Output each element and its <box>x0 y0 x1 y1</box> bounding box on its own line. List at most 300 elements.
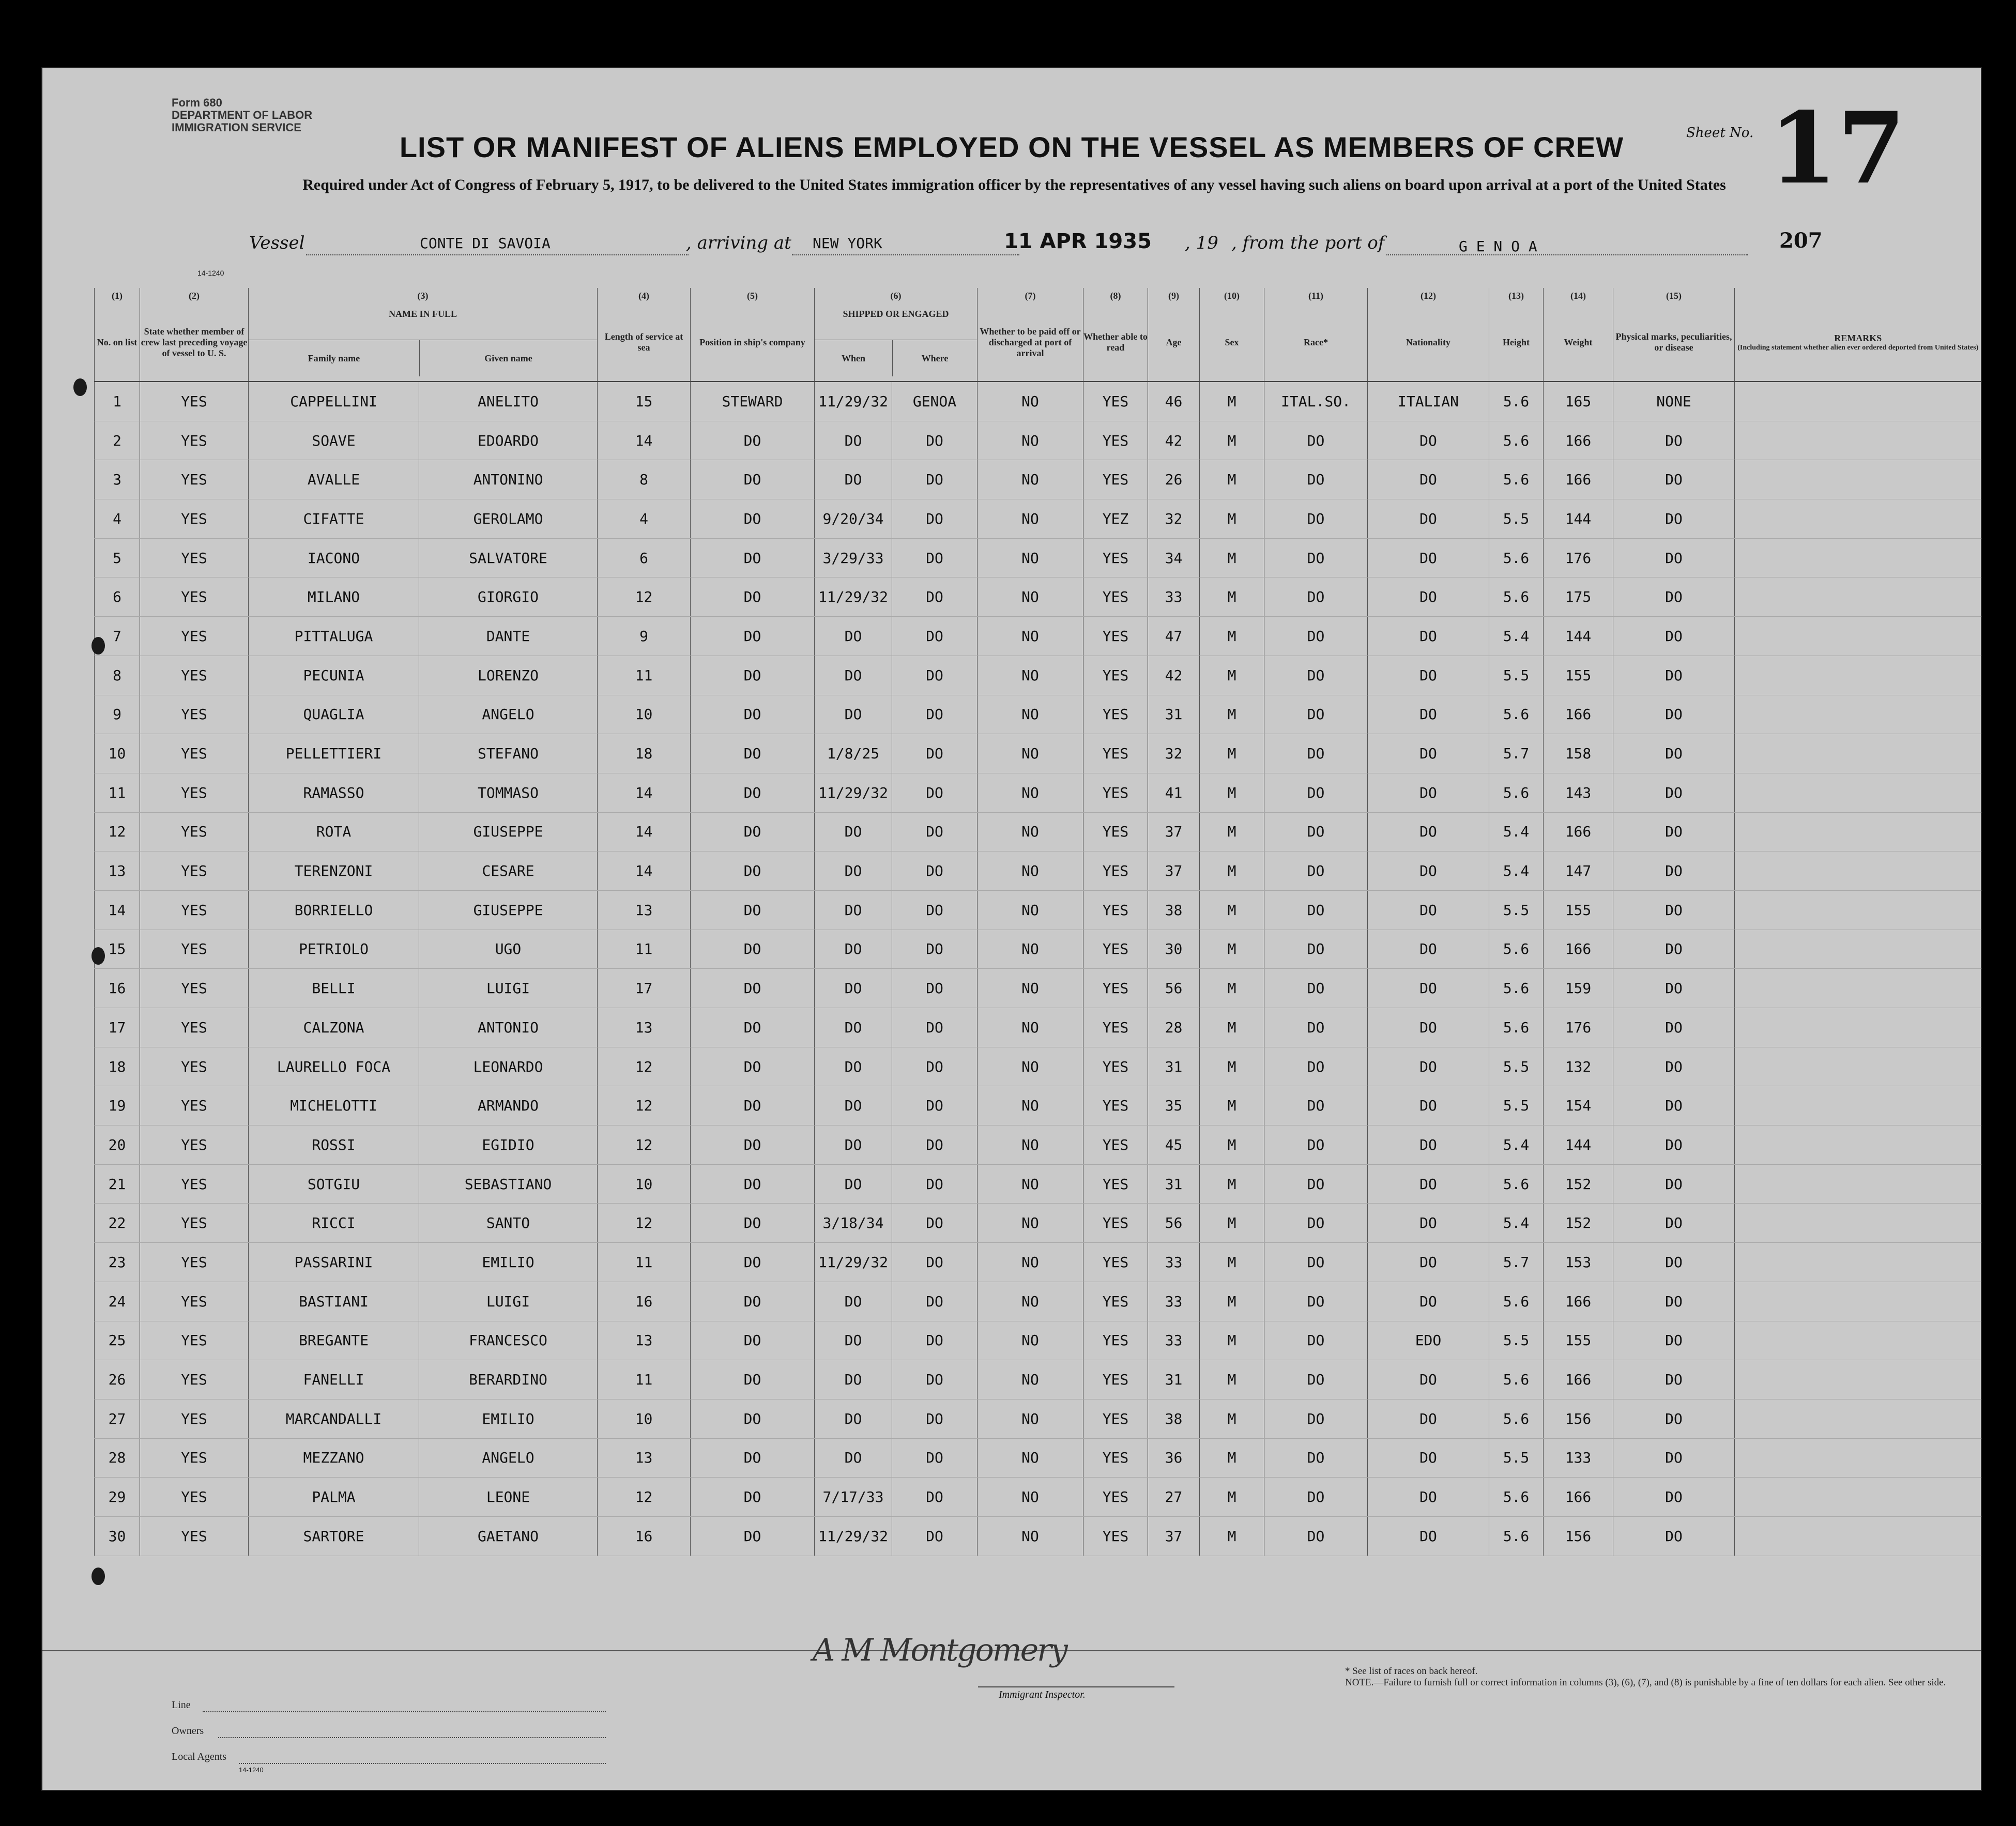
shipped-where-cell: DO <box>892 1399 978 1438</box>
service-length-cell: 13 <box>598 890 691 930</box>
family-name-cell: CALZONA <box>249 1008 419 1047</box>
age-cell: 26 <box>1148 460 1200 499</box>
physical-marks-cell: DO <box>1613 969 1735 1008</box>
local-agents-label: Local Agents <box>172 1751 227 1762</box>
remarks-cell <box>1735 1438 1981 1478</box>
row-number: 27 <box>95 1399 140 1438</box>
height-cell: 5.6 <box>1489 773 1544 812</box>
race-cell: DO <box>1264 1047 1368 1086</box>
position-cell: DO <box>691 1204 815 1243</box>
shipped-when-cell: DO <box>815 851 892 891</box>
sex-cell: M <box>1200 734 1264 773</box>
crew-manifest-table <box>94 288 1981 1556</box>
given-name-cell: GIUSEPPE <box>419 812 598 851</box>
service-length-cell: 13 <box>598 1438 691 1478</box>
service-length-cell: 12 <box>598 1204 691 1243</box>
table-row <box>95 1438 1981 1478</box>
row-number: 4 <box>95 499 140 539</box>
paid-off-cell: NO <box>978 1478 1083 1517</box>
prev-voyage-cell: YES <box>140 1321 249 1360</box>
age-cell: 37 <box>1148 1516 1200 1556</box>
prev-voyage-cell: YES <box>140 656 249 695</box>
weight-cell: 155 <box>1544 890 1613 930</box>
header-state-whether: State whether member of crew last preceding voyage of vessel to U. S. <box>140 303 249 382</box>
physical-marks-cell: DO <box>1613 499 1735 539</box>
shipped-where-cell: DO <box>892 1125 978 1165</box>
shipped-where-cell: DO <box>892 1360 978 1399</box>
col-num-12: (12) <box>1368 288 1489 303</box>
weight-cell: 155 <box>1544 656 1613 695</box>
able-to-read-cell: YES <box>1083 1047 1148 1086</box>
service-length-cell: 12 <box>598 1478 691 1517</box>
remarks-cell <box>1735 1399 1981 1438</box>
remarks-cell <box>1735 617 1981 656</box>
family-name-cell: AVALLE <box>249 460 419 499</box>
nationality-cell: DO <box>1368 1478 1489 1517</box>
family-name-cell: SOTGIU <box>249 1164 419 1204</box>
family-name-cell: BREGANTE <box>249 1321 419 1360</box>
sex-cell: M <box>1200 1164 1264 1204</box>
table-row <box>95 656 1981 695</box>
prev-voyage-cell: YES <box>140 1047 249 1086</box>
table-row <box>95 538 1981 577</box>
prev-voyage-cell: YES <box>140 1282 249 1321</box>
year-label: , 19 <box>1185 233 1218 253</box>
table-row <box>95 617 1981 656</box>
header-race: Race* <box>1264 303 1368 382</box>
nationality-cell: DO <box>1368 1008 1489 1047</box>
paid-off-cell: NO <box>978 695 1083 734</box>
row-number: 11 <box>95 773 140 812</box>
able-to-read-cell: YES <box>1083 969 1148 1008</box>
given-name-cell: GAETANO <box>419 1516 598 1556</box>
paid-off-cell: NO <box>978 1125 1083 1165</box>
col-num-5: (5) <box>691 288 815 303</box>
age-cell: 33 <box>1148 1321 1200 1360</box>
nationality-cell: DO <box>1368 695 1489 734</box>
height-cell: 5.4 <box>1489 1125 1544 1165</box>
given-name-cell: GIUSEPPE <box>419 890 598 930</box>
position-cell: DO <box>691 577 815 617</box>
family-name-cell: BORRIELLO <box>249 890 419 930</box>
sex-cell: M <box>1200 1008 1264 1047</box>
col-num-15: (15) <box>1613 288 1735 303</box>
service-length-cell: 14 <box>598 773 691 812</box>
paid-off-cell: NO <box>978 1164 1083 1204</box>
prev-voyage-cell: YES <box>140 1360 249 1399</box>
nationality-cell: DO <box>1368 930 1489 969</box>
nationality-cell: DO <box>1368 617 1489 656</box>
table-row <box>95 577 1981 617</box>
paid-off-cell: NO <box>978 890 1083 930</box>
service-length-cell: 11 <box>598 930 691 969</box>
shipped-where-cell: DO <box>892 812 978 851</box>
weight-cell: 152 <box>1544 1164 1613 1204</box>
file-number: 207 <box>1779 229 1823 253</box>
sex-cell: M <box>1200 1047 1264 1086</box>
shipped-when-cell: DO <box>815 1360 892 1399</box>
age-cell: 56 <box>1148 1204 1200 1243</box>
remarks-cell <box>1735 421 1981 460</box>
sex-cell: M <box>1200 1360 1264 1399</box>
remarks-cell <box>1735 656 1981 695</box>
row-number: 13 <box>95 851 140 891</box>
service-length-cell: 11 <box>598 1360 691 1399</box>
table-row <box>95 1164 1981 1204</box>
paid-off-cell: NO <box>978 421 1083 460</box>
header-no-on-list: No. on list <box>95 303 140 382</box>
shipped-where-cell: DO <box>892 1047 978 1086</box>
shipped-when-cell: DO <box>815 617 892 656</box>
height-cell: 5.6 <box>1489 1164 1544 1204</box>
position-cell: DO <box>691 695 815 734</box>
weight-cell: 132 <box>1544 1047 1613 1086</box>
given-name-cell: SALVATORE <box>419 538 598 577</box>
physical-marks-cell: DO <box>1613 1047 1735 1086</box>
remarks-cell <box>1735 577 1981 617</box>
prev-voyage-cell: YES <box>140 969 249 1008</box>
col-num-2: (2) <box>140 288 249 303</box>
given-name-cell: EDOARDO <box>419 421 598 460</box>
shipped-when-cell: 3/18/34 <box>815 1204 892 1243</box>
position-cell: DO <box>691 1243 815 1282</box>
given-name-cell: LORENZO <box>419 656 598 695</box>
header-length-of-service: Length of service at sea <box>598 303 691 382</box>
sex-cell: M <box>1200 538 1264 577</box>
age-cell: 33 <box>1148 1243 1200 1282</box>
prev-voyage-cell: YES <box>140 1516 249 1556</box>
family-name-cell: ROTA <box>249 812 419 851</box>
table-row <box>95 1125 1981 1165</box>
table-row <box>95 695 1981 734</box>
weight-cell: 133 <box>1544 1438 1613 1478</box>
row-number: 7 <box>95 617 140 656</box>
service-length-cell: 11 <box>598 1243 691 1282</box>
nationality-cell: DO <box>1368 460 1489 499</box>
race-cell: DO <box>1264 890 1368 930</box>
weight-cell: 143 <box>1544 773 1613 812</box>
table-row <box>95 734 1981 773</box>
age-cell: 33 <box>1148 1282 1200 1321</box>
col-num-9: (9) <box>1148 288 1200 303</box>
nationality-cell: DO <box>1368 1243 1489 1282</box>
table-row <box>95 1360 1981 1399</box>
shipped-when-cell: DO <box>815 1282 892 1321</box>
family-name-cell: LAURELLO FOCA <box>249 1047 419 1086</box>
nationality-cell: DO <box>1368 1204 1489 1243</box>
height-cell: 5.6 <box>1489 1516 1544 1556</box>
remarks-cell <box>1735 1321 1981 1360</box>
line-label: Line <box>172 1699 191 1711</box>
race-cell: ITAL.SO. <box>1264 382 1368 421</box>
given-name-cell: DANTE <box>419 617 598 656</box>
race-cell: DO <box>1264 1321 1368 1360</box>
row-number: 26 <box>95 1360 140 1399</box>
given-name-cell: ANTONIO <box>419 1008 598 1047</box>
shipped-when-cell: 11/29/32 <box>815 1243 892 1282</box>
shipped-where-cell: DO <box>892 538 978 577</box>
prev-voyage-cell: YES <box>140 538 249 577</box>
prev-voyage-cell: YES <box>140 695 249 734</box>
paid-off-cell: NO <box>978 1516 1083 1556</box>
remarks-cell <box>1735 812 1981 851</box>
sex-cell: M <box>1200 1204 1264 1243</box>
age-cell: 41 <box>1148 773 1200 812</box>
position-cell: DO <box>691 851 815 891</box>
sex-cell: M <box>1200 617 1264 656</box>
nationality-cell: ITALIAN <box>1368 382 1489 421</box>
paid-off-cell: NO <box>978 773 1083 812</box>
manifest-sheet <box>41 67 1982 1791</box>
given-name-cell: LEONE <box>419 1478 598 1517</box>
vessel-name: CONTE DI SAVOIA <box>420 235 551 252</box>
service-length-cell: 16 <box>598 1282 691 1321</box>
height-cell: 5.6 <box>1489 1478 1544 1517</box>
from-label: , from the port of <box>1231 233 1385 253</box>
able-to-read-cell: YES <box>1083 538 1148 577</box>
given-name-cell: LUIGI <box>419 1282 598 1321</box>
shipped-label: SHIPPED OR ENGAGED <box>843 309 949 319</box>
shipped-when-cell: DO <box>815 421 892 460</box>
weight-cell: 166 <box>1544 460 1613 499</box>
height-cell: 5.6 <box>1489 1399 1544 1438</box>
shipped-when-cell: DO <box>815 1399 892 1438</box>
name-in-full-label: NAME IN FULL <box>388 309 457 319</box>
position-cell: DO <box>691 1125 815 1165</box>
height-cell: 5.4 <box>1489 851 1544 891</box>
paid-off-cell: NO <box>978 499 1083 539</box>
sex-cell: M <box>1200 930 1264 969</box>
table-row <box>95 1086 1981 1125</box>
prev-voyage-cell: YES <box>140 1164 249 1204</box>
prev-voyage-cell: YES <box>140 1204 249 1243</box>
shipped-where-cell: DO <box>892 1243 978 1282</box>
height-cell: 5.6 <box>1489 969 1544 1008</box>
able-to-read-cell: YES <box>1083 1125 1148 1165</box>
paid-off-cell: NO <box>978 1282 1083 1321</box>
race-cell: DO <box>1264 656 1368 695</box>
weight-cell: 153 <box>1544 1243 1613 1282</box>
paid-off-cell: NO <box>978 930 1083 969</box>
remarks-cell <box>1735 969 1981 1008</box>
header-weight: Weight <box>1544 303 1613 382</box>
col-num-14: (14) <box>1544 288 1613 303</box>
paid-off-cell: NO <box>978 460 1083 499</box>
row-number: 17 <box>95 1008 140 1047</box>
family-name-cell: BASTIANI <box>249 1282 419 1321</box>
family-name-cell: MILANO <box>249 577 419 617</box>
header-given-name: Given name <box>484 353 532 363</box>
position-cell: DO <box>691 1399 815 1438</box>
shipped-where-cell: DO <box>892 890 978 930</box>
age-cell: 46 <box>1148 382 1200 421</box>
row-number: 18 <box>95 1047 140 1086</box>
shipped-where-cell: DO <box>892 1321 978 1360</box>
height-cell: 5.6 <box>1489 538 1544 577</box>
shipped-where-cell: DO <box>892 460 978 499</box>
height-cell: 5.4 <box>1489 812 1544 851</box>
family-name-cell: ROSSI <box>249 1125 419 1165</box>
family-name-cell: IACONO <box>249 538 419 577</box>
table-row <box>95 890 1981 930</box>
physical-marks-cell: DO <box>1613 930 1735 969</box>
given-name-cell: CESARE <box>419 851 598 891</box>
paid-off-cell: NO <box>978 734 1083 773</box>
given-name-cell: FRANCESCO <box>419 1321 598 1360</box>
arriving-port: NEW YORK <box>813 235 882 252</box>
able-to-read-cell: YES <box>1083 812 1148 851</box>
physical-marks-cell: DO <box>1613 1125 1735 1165</box>
height-cell: 5.6 <box>1489 460 1544 499</box>
sex-cell: M <box>1200 890 1264 930</box>
physical-marks-cell: DO <box>1613 695 1735 734</box>
nationality-cell: DO <box>1368 1164 1489 1204</box>
physical-marks-cell: DO <box>1613 812 1735 851</box>
paid-off-cell: NO <box>978 1086 1083 1125</box>
shipped-where-cell: DO <box>892 695 978 734</box>
able-to-read-cell: YES <box>1083 421 1148 460</box>
prev-voyage-cell: YES <box>140 1438 249 1478</box>
shipped-when-cell: DO <box>815 1321 892 1360</box>
position-cell: DO <box>691 1008 815 1047</box>
given-name-cell: GIORGIO <box>419 577 598 617</box>
physical-marks-cell: DO <box>1613 890 1735 930</box>
binder-hole <box>73 378 87 396</box>
physical-marks-cell: DO <box>1613 1164 1735 1204</box>
position-cell: DO <box>691 1086 815 1125</box>
height-cell: 5.5 <box>1489 1438 1544 1478</box>
shipped-where-cell: DO <box>892 734 978 773</box>
table-row <box>95 773 1981 812</box>
row-number: 15 <box>95 930 140 969</box>
header-family-name: Family name <box>249 340 420 376</box>
shipped-when-cell: DO <box>815 812 892 851</box>
paid-off-cell: NO <box>978 1321 1083 1360</box>
table-row <box>95 1047 1981 1086</box>
physical-marks-cell: DO <box>1613 1282 1735 1321</box>
row-number: 14 <box>95 890 140 930</box>
service-length-cell: 15 <box>598 382 691 421</box>
remarks-cell <box>1735 734 1981 773</box>
footnote-note: NOTE.—Failure to furnish full or correct information in columns (3), (6), (7), and (8) is punishable by a fine of ten dollars for each alien. See other side. <box>1345 1677 1946 1688</box>
shipped-where-cell: DO <box>892 421 978 460</box>
age-cell: 32 <box>1148 499 1200 539</box>
sex-cell: M <box>1200 1282 1264 1321</box>
weight-cell: 156 <box>1544 1516 1613 1556</box>
prev-voyage-cell: YES <box>140 1399 249 1438</box>
header-sex: Sex <box>1200 303 1264 382</box>
service-length-cell: 10 <box>598 1164 691 1204</box>
sex-cell: M <box>1200 421 1264 460</box>
shipped-where-cell: DO <box>892 1008 978 1047</box>
height-cell: 5.6 <box>1489 1008 1544 1047</box>
row-number: 1 <box>95 382 140 421</box>
nationality-cell: DO <box>1368 773 1489 812</box>
sex-cell: M <box>1200 499 1264 539</box>
physical-marks-cell: DO <box>1613 656 1735 695</box>
given-name-cell: STEFANO <box>419 734 598 773</box>
position-cell: DO <box>691 1321 815 1360</box>
prev-voyage-cell: YES <box>140 773 249 812</box>
weight-cell: 159 <box>1544 969 1613 1008</box>
prev-voyage-cell: YES <box>140 382 249 421</box>
position-cell: DO <box>691 930 815 969</box>
inspector-label: Immigrant Inspector. <box>999 1689 1086 1700</box>
paid-off-cell: NO <box>978 538 1083 577</box>
row-number: 23 <box>95 1243 140 1282</box>
sex-cell: M <box>1200 1516 1264 1556</box>
service-length-cell: 14 <box>598 421 691 460</box>
header-nationality: Nationality <box>1368 303 1489 382</box>
header-physical-marks: Physical marks, peculiarities, or disease <box>1613 303 1735 382</box>
family-name-cell: PITTALUGA <box>249 617 419 656</box>
row-number: 20 <box>95 1125 140 1165</box>
sex-cell: M <box>1200 851 1264 891</box>
service-length-cell: 6 <box>598 538 691 577</box>
able-to-read-cell: YES <box>1083 1516 1148 1556</box>
table-row <box>95 1321 1981 1360</box>
shipped-where-cell: DO <box>892 1086 978 1125</box>
sex-cell: M <box>1200 1438 1264 1478</box>
race-cell: DO <box>1264 695 1368 734</box>
age-cell: 47 <box>1148 617 1200 656</box>
shipped-when-cell: 11/29/32 <box>815 1516 892 1556</box>
weight-cell: 144 <box>1544 499 1613 539</box>
position-cell: DO <box>691 499 815 539</box>
sex-cell: M <box>1200 1243 1264 1282</box>
position-cell: DO <box>691 1282 815 1321</box>
able-to-read-cell: YEZ <box>1083 499 1148 539</box>
remarks-cell <box>1735 1125 1981 1165</box>
given-name-cell: BERARDINO <box>419 1360 598 1399</box>
page-title: LIST OR MANIFEST OF ALIENS EMPLOYED ON THE VESSEL AS MEMBERS OF CREW <box>399 131 1624 163</box>
able-to-read-cell: YES <box>1083 617 1148 656</box>
header-where: Where <box>921 353 949 363</box>
prev-voyage-cell: YES <box>140 851 249 891</box>
paid-off-cell: NO <box>978 1360 1083 1399</box>
nationality-cell: DO <box>1368 1360 1489 1399</box>
shipped-when-cell: 9/20/34 <box>815 499 892 539</box>
race-cell: DO <box>1264 577 1368 617</box>
shipped-where-cell: DO <box>892 969 978 1008</box>
service-length-cell: 4 <box>598 499 691 539</box>
sex-cell: M <box>1200 695 1264 734</box>
age-cell: 30 <box>1148 930 1200 969</box>
race-cell: DO <box>1264 1282 1368 1321</box>
race-cell: DO <box>1264 1516 1368 1556</box>
age-cell: 28 <box>1148 1008 1200 1047</box>
given-name-cell: LUIGI <box>419 969 598 1008</box>
from-port: G E N O A <box>1459 238 1537 255</box>
nationality-cell: DO <box>1368 1438 1489 1478</box>
nationality-cell: DO <box>1368 656 1489 695</box>
able-to-read-cell: YES <box>1083 1360 1148 1399</box>
remarks-cell <box>1735 695 1981 734</box>
prev-voyage-cell: YES <box>140 421 249 460</box>
family-name-cell: CAPPELLINI <box>249 382 419 421</box>
height-cell: 5.5 <box>1489 1086 1544 1125</box>
nationality-cell: DO <box>1368 538 1489 577</box>
paid-off-cell: NO <box>978 1438 1083 1478</box>
family-name-cell: MEZZANO <box>249 1438 419 1478</box>
nationality-cell: DO <box>1368 851 1489 891</box>
physical-marks-cell: DO <box>1613 1321 1735 1360</box>
sex-cell: M <box>1200 382 1264 421</box>
race-cell: DO <box>1264 1243 1368 1282</box>
table-row <box>95 969 1981 1008</box>
remarks-cell <box>1735 1008 1981 1047</box>
binder-hole <box>91 947 105 965</box>
